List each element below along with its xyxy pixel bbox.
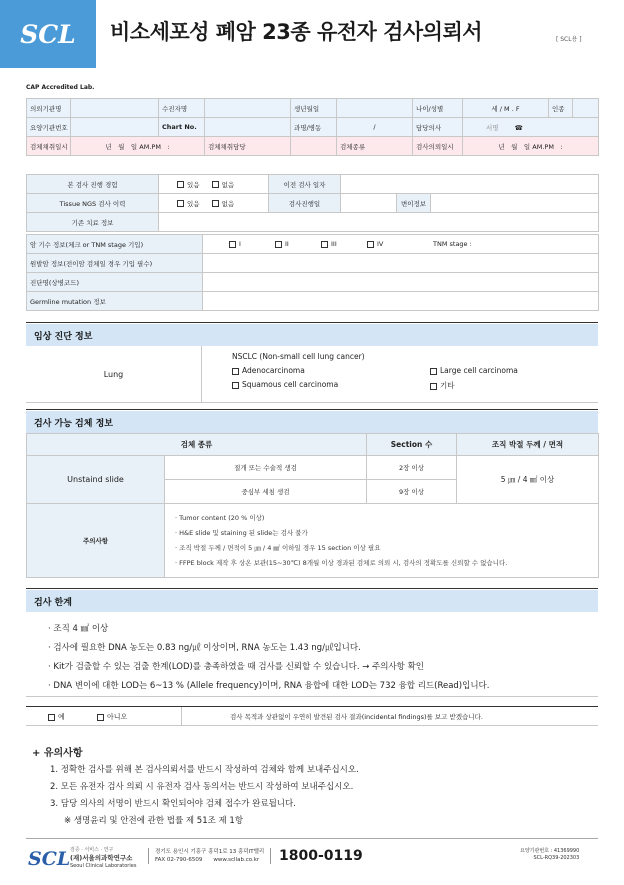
limit-item: · 검사에 필요한 DNA 농도는 0.83 ng/㎕ 이상이며, RNA 농도는 1.43 ng/㎕입니다. <box>48 643 361 653</box>
col-header: 검체 종류 <box>27 434 367 456</box>
note-item: ※ 생명윤리 및 안전에 관한 법률 제 51조 제 1항 <box>64 816 244 826</box>
specimen-type: Unstaind slide <box>27 456 165 504</box>
limit-section-title: 검사 한계 <box>26 590 598 612</box>
ngs-no-checkbox[interactable] <box>212 200 219 207</box>
label: 변이정보 <box>397 194 431 213</box>
note-item: 2. 모든 유전자 검사 의뢰 시 유전자 검사 동의서는 반드시 작성하여 보내주십시오. <box>50 782 354 792</box>
limit-box <box>26 612 598 697</box>
stage-iv-checkbox[interactable] <box>367 241 374 248</box>
caution-item: · H&E slide 및 staining 된 slide는 검사 불가 <box>175 528 308 537</box>
label: 담당의사 <box>413 118 463 137</box>
incidental-text: 검사 목적과 상관없이 우연히 발견된 검사 결과(incidental findings)를 보고 받겠습니다. <box>230 713 483 721</box>
prev-date-field[interactable] <box>341 175 599 194</box>
stage-ii-checkbox[interactable] <box>275 241 282 248</box>
option-label: Squamous cell carcinoma <box>242 380 339 389</box>
page-title: 비소세포성 폐암 23종 유전자 검사의뢰서 <box>110 20 483 44</box>
organ-label: Lung <box>26 346 202 403</box>
ngs-yes-checkbox[interactable] <box>177 200 184 207</box>
footer-address <box>148 848 264 864</box>
note-item: 1. 정확한 검사를 위해 본 검사의뢰서를 반드시 작성하여 검체와 함께 보내주십시오. <box>50 765 359 775</box>
option-label: 있음 <box>187 180 200 189</box>
prev-yes-checkbox[interactable] <box>177 181 184 188</box>
incidental-row <box>26 706 598 726</box>
code-line: 요양기관번호 : 41369990 <box>520 848 580 854</box>
limit-item: · DNA 변이에 대한 LOD는 6~13 % (Allele frequency)이며, RNA 융합에 대한 LOD는 732 융합 리드(Read)입니다. <box>48 681 490 691</box>
limit-item: · Kit가 검출할 수 있는 검출 한계(LOD)를 충족하였을 때 검사를 신뢰할 수 있습니다. → 주의사항 확인 <box>48 662 425 672</box>
footer-eng: Seoul Clinical Laboratories <box>70 863 137 869</box>
label: 검사진행일 <box>269 194 341 213</box>
option-label: II <box>285 240 289 248</box>
note-item: 3. 담당 의사의 서명이 반드시 확인되어야 검체 접수가 완료됩니다. <box>50 799 296 809</box>
option-label: 아니오 <box>107 713 128 721</box>
caution-item: · Tumor content (20 % 이상) <box>175 513 265 522</box>
footer-phone: 1800-0119 <box>270 848 363 864</box>
institution-code-field[interactable] <box>71 118 159 137</box>
facility-name-field[interactable] <box>71 99 159 118</box>
cancer-info-table <box>26 234 599 311</box>
cap-label: CAP Accredited Lab. <box>26 84 95 91</box>
label: 암 기수 정보(체크 or TNM stage 기입) <box>27 235 203 254</box>
label: 생년월일 <box>291 99 337 118</box>
label: 검체채취일시 <box>27 137 71 156</box>
scl-logo: SCL <box>0 0 96 68</box>
variant-field[interactable] <box>431 194 599 213</box>
squamous-checkbox[interactable] <box>232 382 239 389</box>
label: 수진자명 <box>159 99 205 118</box>
large-cell-checkbox[interactable] <box>430 368 437 375</box>
option-label: 있음 <box>187 199 200 208</box>
stage-iii-checkbox[interactable] <box>321 241 328 248</box>
clinical-box <box>26 346 598 403</box>
label: 나이/성별 <box>413 99 463 118</box>
label: 인종 <box>549 99 573 118</box>
section-count: 2장 이상 <box>367 456 457 480</box>
specimen-row: 절개 또는 수술적 생검 <box>165 456 367 480</box>
label: 기존 치료 정보 <box>27 213 159 232</box>
clinical-section-title: 임상 진단 정보 <box>26 324 598 346</box>
label: 원발암 정보(전이암 검체일 경우 기입 필수) <box>27 254 203 273</box>
label: Chart No. <box>159 118 205 137</box>
address-line: 경기도 용인시 기흥구 흥덕1로 13 흥덕IT밸리 <box>155 849 265 855</box>
request-date-field[interactable]: 년 월 일 AM.PM : <box>463 137 599 156</box>
specimen-section-title: 검사 가능 검체 정보 <box>26 411 598 433</box>
label: 본 검사 진행 경험 <box>27 175 159 194</box>
treatment-field[interactable] <box>159 213 599 232</box>
primary-field[interactable] <box>203 254 599 273</box>
collector-field[interactable] <box>291 137 337 156</box>
sign-label: 서명 <box>486 123 499 132</box>
incidental-no-checkbox[interactable] <box>97 714 104 721</box>
incidental-yes-checkbox[interactable] <box>48 714 55 721</box>
option-label: 기타 <box>440 381 455 390</box>
col-header: Section 수 <box>367 434 457 456</box>
dept-ward-field[interactable]: / <box>337 118 413 137</box>
label: 검체채취담당 <box>205 137 291 156</box>
caution-item: · FFPE block 제작 후 상온 보관(15~30℃) 8개월 이상 경과된 검체로 의뢰 시, 검사의 정확도를 신뢰할 수 없습니다. <box>175 558 508 567</box>
footer-code <box>520 848 579 862</box>
footer-org: (재)서울의과학연구소 <box>70 854 133 862</box>
collection-date-field[interactable]: 년 월 일 AM.PM : <box>71 137 205 156</box>
address-line: FAX 02-790-6509 www.scllab.co.kr <box>155 857 260 863</box>
phone-icon: ☎ <box>514 123 523 132</box>
tnm-label: TNM stage : <box>433 240 472 248</box>
option-label: Adenocarcinoma <box>242 366 305 375</box>
race-field[interactable] <box>573 99 599 118</box>
option-label: IV <box>377 240 384 248</box>
ngs-date-field[interactable] <box>341 194 397 213</box>
caution-label: 주의사항 <box>27 504 165 578</box>
thickness-value: 5 ㎛ / 4 ㎟ 이상 <box>457 456 599 504</box>
patient-name-field[interactable] <box>205 99 291 118</box>
footer-logo: SCL <box>28 848 71 870</box>
option-label: 없음 <box>221 180 235 189</box>
caution-item: · 조직 박절 두께 / 면적이 5 ㎛ / 4 ㎟ 이하일 경우 15 section 이상 필요 <box>175 543 381 552</box>
option-label: 예 <box>58 713 65 721</box>
label: Tissue NGS 검사 이력 <box>27 194 159 213</box>
adeno-checkbox[interactable] <box>232 368 239 375</box>
footer-sub: 검증 · 서비스 · 연구 <box>70 847 114 853</box>
birth-date-field[interactable] <box>337 99 413 118</box>
label: 검체종류 <box>337 137 413 156</box>
prev-no-checkbox[interactable] <box>212 181 219 188</box>
history-table <box>26 174 599 232</box>
other-checkbox[interactable] <box>430 383 437 390</box>
label: 과명/병동 <box>291 118 337 137</box>
age-sex-field[interactable]: 세 / M . F <box>463 99 549 118</box>
option-label: 없음 <box>221 199 235 208</box>
label: 이전 검사 일자 <box>269 175 341 194</box>
label: Germline mutation 정보 <box>27 292 203 311</box>
section-count: 9장 이상 <box>367 480 457 504</box>
label: 진단명(상병코드) <box>27 273 203 292</box>
code-line: SCL-RQ39-202303 <box>533 855 580 861</box>
option-label: Large cell carcinoma <box>440 366 518 375</box>
doctor-field[interactable] <box>463 118 599 137</box>
diagnosis-field[interactable] <box>203 273 599 292</box>
scl-tag: [ SCL용 ] <box>556 36 582 43</box>
specimen-row: 중심부 세침 생검 <box>165 480 367 504</box>
specimen-table <box>26 433 599 578</box>
col-header: 조직 박절 두께 / 면적 <box>457 434 599 456</box>
germline-field[interactable] <box>203 292 599 311</box>
chart-no-field[interactable] <box>205 118 291 137</box>
stage-i-checkbox[interactable] <box>229 241 236 248</box>
footer-name <box>70 846 136 870</box>
limit-item: · 조직 4 ㎟ 이상 <box>48 624 109 634</box>
header <box>0 0 624 68</box>
nsclc-label: NSCLC (Non-small cell lung cancer) <box>232 352 365 361</box>
option-label: III <box>331 240 337 248</box>
notes-title: + 유의사항 <box>32 748 83 759</box>
patient-info-table <box>26 98 599 156</box>
label: 의뢰기관명 <box>27 99 71 118</box>
label: 검사의뢰일시 <box>413 137 463 156</box>
option-label: I <box>239 240 241 248</box>
label: 요양기관번호 <box>27 118 71 137</box>
notes-list <box>50 762 359 830</box>
